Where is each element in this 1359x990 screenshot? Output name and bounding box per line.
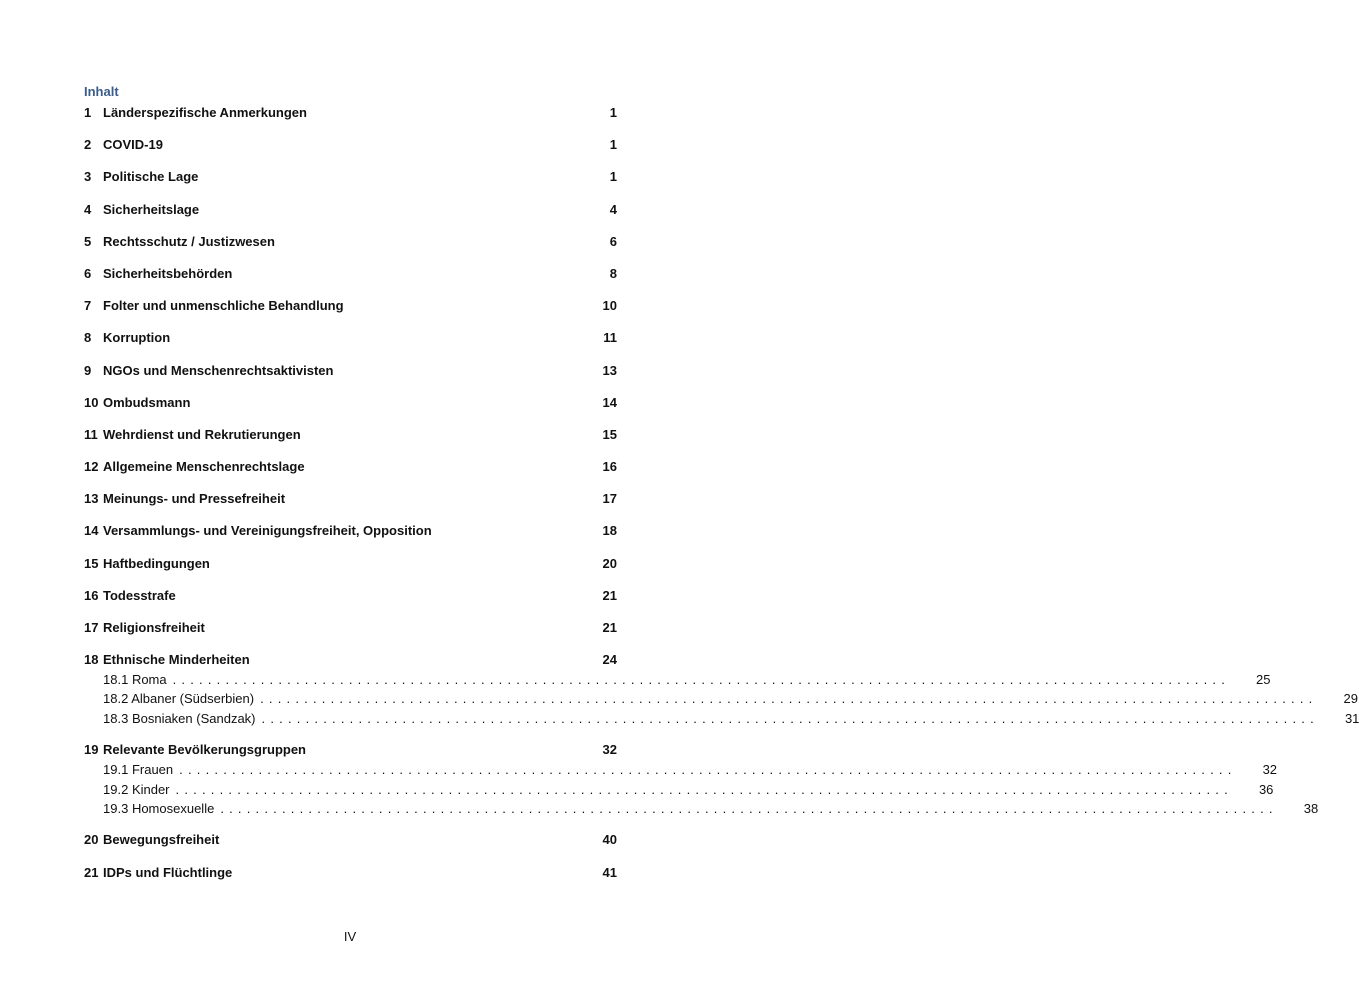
toc-entry-page: 14 [602, 394, 617, 410]
toc-entry-page: 4 [609, 201, 617, 217]
toc-entry-title: Bewegungsfreiheit [103, 832, 220, 848]
toc-section [84, 234, 617, 254]
toc-entry-page: 10 [602, 298, 617, 314]
toc-entry-title: Allgemeine Menschenrechtslage [103, 459, 305, 475]
toc-subentry[interactable] [84, 781, 1274, 801]
toc-entry[interactable] [84, 588, 617, 608]
toc-entry-title: Ombudsmann [103, 394, 191, 410]
toc-subentry-page: 32 [1262, 762, 1278, 778]
toc-entry-page: 16 [602, 459, 617, 475]
toc-entry-number: 8 [84, 330, 92, 346]
toc-entry-page: 11 [603, 330, 617, 346]
toc-entry-title: Länderspezifische Anmerkungen [103, 105, 307, 120]
toc-section [84, 266, 617, 286]
toc-entry-title: Sicherheitsbehörden [103, 265, 233, 281]
toc-entry[interactable] [84, 491, 617, 511]
toc-entry-page: 24 [602, 652, 617, 668]
toc-section [84, 169, 617, 189]
toc-entry-title: Relevante Bevölkerungsgruppen [103, 742, 306, 758]
dot-leader: ........................................................................................................................ [260, 691, 1318, 707]
toc-subentry-page: 25 [1256, 672, 1271, 688]
toc-entry[interactable] [84, 427, 617, 447]
toc-subentry[interactable] [84, 762, 1278, 781]
toc-section [84, 491, 617, 511]
toc-entry-number: 18 [84, 652, 99, 668]
toc-subentry-label [103, 672, 173, 687]
toc-entry-number: 7 [84, 298, 92, 314]
toc-entry-page: 20 [602, 555, 617, 571]
toc-entry-number: 1 [84, 105, 92, 120]
toc-page [84, 0, 1359, 990]
toc-entry-page: 6 [609, 233, 617, 249]
toc-entry-number: 12 [84, 459, 99, 475]
toc-entry[interactable] [84, 202, 617, 222]
toc-subentry-label [103, 711, 262, 726]
toc-entry-number: 13 [84, 491, 99, 507]
toc-entry-title: NGOs und Menschenrechtsaktivisten [103, 362, 334, 378]
toc-entry[interactable] [84, 865, 617, 885]
toc-entry-number: 11 [84, 426, 98, 442]
toc-section [84, 588, 617, 608]
toc-section [84, 742, 1319, 820]
toc-subentry-number: 18.2 [103, 691, 129, 707]
dot-leader: ........................................................................................................................ [220, 800, 1278, 816]
toc-entry[interactable] [84, 459, 617, 479]
toc-subentry-number: 19.2 [103, 781, 129, 797]
toc-section [84, 620, 617, 640]
toc-entry[interactable] [84, 742, 617, 762]
dot-leader: ........................................................................................................................ [261, 710, 1319, 726]
toc-entry-number: 21 [84, 864, 99, 880]
toc-entry-title: Politische Lage [103, 169, 199, 185]
toc-section [84, 363, 617, 383]
toc-entry-page: 1 [609, 169, 617, 185]
toc-subentry[interactable] [84, 691, 1358, 710]
toc-entry-page: 15 [602, 426, 617, 442]
toc-subentry-number: 18.1 [103, 672, 129, 688]
toc-subentry-title: Roma [131, 672, 167, 688]
toc-entry-title: Rechtsschutz / Justizwesen [103, 233, 275, 249]
toc-entry[interactable] [84, 523, 617, 543]
toc-entry-title: Versammlungs- und Vereinigungsfreiheit, Opposition [103, 523, 432, 539]
dot-leader: ........................................................................................................................ [172, 672, 1231, 688]
toc-entry[interactable] [84, 169, 617, 189]
toc-subentry-number: 19.1 [103, 762, 129, 778]
toc-entry-page: 18 [602, 523, 617, 539]
toc-entry[interactable] [84, 298, 617, 318]
toc-section [84, 298, 617, 318]
toc-subentry-title: Kinder [131, 781, 170, 797]
toc-entry-number: 17 [84, 620, 99, 635]
toc-entry[interactable] [84, 395, 617, 415]
toc-entry-number: 9 [84, 362, 92, 378]
toc-section [84, 427, 617, 447]
toc-section [84, 395, 617, 415]
toc-subentry-page: 36 [1258, 781, 1274, 797]
toc-entry[interactable] [84, 832, 617, 852]
dot-leader: ........................................................................................................................ [179, 762, 1237, 778]
toc-subentry-label [103, 691, 260, 706]
toc-entry-number: 14 [84, 523, 99, 539]
toc-subentry-page: 29 [1343, 691, 1358, 707]
toc-subentry-page: 31 [1344, 710, 1359, 726]
toc-entry-number: 16 [84, 587, 99, 603]
toc-entry-page: 1 [609, 137, 617, 153]
toc-entry-number: 20 [84, 832, 99, 848]
toc-entry-number: 4 [84, 201, 92, 217]
toc-heading: Inhalt [84, 84, 119, 99]
toc-entry-title: COVID-19 [103, 137, 163, 153]
toc-entry-title: Folter und unmenschliche Behandlung [103, 298, 344, 314]
toc-entry-page: 8 [609, 265, 617, 281]
toc-entry-title: Korruption [103, 330, 171, 346]
toc-section [84, 865, 617, 885]
toc-entry[interactable] [84, 105, 617, 125]
toc-section [84, 652, 1359, 730]
toc-section [84, 459, 617, 479]
toc-entry-number: 2 [84, 137, 92, 153]
toc-entry[interactable] [84, 652, 617, 672]
toc-entry-number: 3 [84, 169, 92, 185]
toc-entry[interactable] [84, 620, 617, 640]
toc-entry-number: 10 [84, 394, 99, 410]
toc-subentry[interactable] [84, 710, 1359, 730]
toc-section [84, 137, 617, 157]
toc-list [84, 105, 1359, 885]
toc-subentry-title: Bosniaken (Sandzak) [131, 710, 256, 726]
toc-entry-title: IDPs und Flüchtlinge [103, 864, 233, 880]
toc-section [84, 556, 617, 576]
toc-section [84, 330, 617, 350]
toc-entry-title: Haftbedingungen [103, 555, 210, 571]
toc-section [84, 832, 617, 852]
toc-entry[interactable] [84, 363, 617, 383]
toc-entry[interactable] [84, 556, 617, 576]
toc-entry[interactable] [84, 266, 617, 286]
toc-entry-page: 1 [609, 105, 617, 120]
toc-subentry-label [103, 782, 176, 797]
toc-entry-title: Religionsfreiheit [103, 620, 205, 635]
toc-entry-title: Ethnische Minderheiten [103, 652, 250, 668]
toc-subentry-title: Homosexuelle [131, 800, 215, 816]
toc-entry-page: 40 [602, 832, 617, 848]
toc-entry-page: 17 [602, 491, 617, 507]
toc-entry-page: 21 [602, 587, 617, 603]
toc-entry-title: Wehrdienst und Rekrutierungen [103, 426, 301, 442]
toc-subentry-label [103, 762, 179, 777]
toc-entry[interactable] [84, 330, 617, 350]
toc-entry-number: 6 [84, 265, 92, 281]
toc-entry-number: 15 [84, 555, 99, 571]
toc-entry-page: 41 [602, 864, 617, 880]
toc-subentry-title: Frauen [131, 762, 174, 778]
toc-subentry-title: Albaner (Südserbien) [131, 691, 255, 707]
toc-entry-title: Sicherheitslage [103, 201, 200, 217]
toc-subentry[interactable] [84, 672, 1271, 691]
toc-subentry-page: 38 [1303, 800, 1319, 816]
toc-entry[interactable] [84, 137, 617, 157]
toc-section [84, 202, 617, 222]
toc-entry-page: 32 [602, 742, 617, 758]
toc-subentry-number: 18.3 [103, 710, 129, 726]
toc-entry[interactable] [84, 234, 617, 254]
toc-entry-title: Meinungs- und Pressefreiheit [103, 491, 286, 507]
toc-entry-title: Todesstrafe [103, 587, 176, 603]
toc-entry-number: 19 [84, 742, 99, 758]
toc-subentry-number: 19.3 [103, 800, 129, 816]
dot-leader: ........................................................................................................................ [175, 781, 1233, 797]
toc-subentry[interactable] [84, 800, 1319, 820]
toc-entry-number: 5 [84, 233, 92, 249]
page-number-footer: IV [343, 929, 357, 944]
toc-entry-page: 13 [602, 362, 617, 378]
toc-subentry-label [103, 801, 220, 816]
toc-section [84, 523, 617, 543]
toc-entry-page: 21 [602, 620, 617, 635]
toc-section [84, 105, 617, 125]
